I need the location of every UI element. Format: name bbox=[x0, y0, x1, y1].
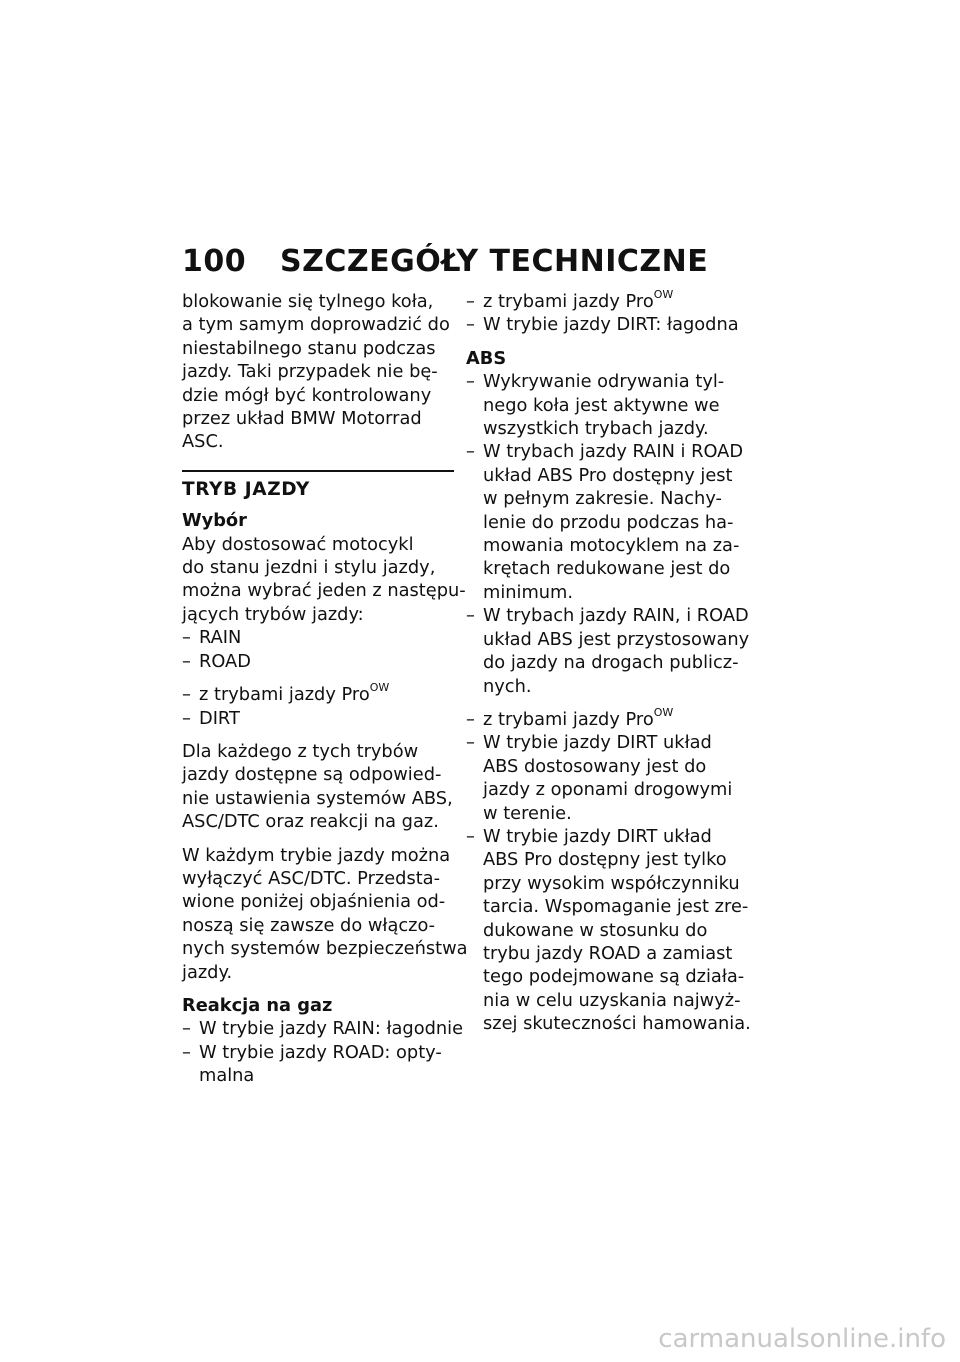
list-item-line: malna bbox=[199, 1065, 255, 1087]
list-item bbox=[182, 683, 454, 706]
list-item bbox=[466, 731, 740, 825]
left-column bbox=[182, 290, 468, 1098]
list-item-line: jazdy z oponami drogowymi bbox=[483, 779, 733, 801]
text-line: noszą się zawsze do włączo- bbox=[182, 914, 436, 936]
list-item-line: W trybie jazdy DIRT: łagodna bbox=[483, 314, 739, 336]
list-item-line: minimum. bbox=[483, 581, 574, 603]
dash-bullet: – bbox=[466, 732, 475, 754]
list-item-line: W trybie jazdy DIRT układ bbox=[483, 825, 712, 847]
list-item-line: mowania motocyklem na za- bbox=[483, 535, 740, 557]
list-item bbox=[466, 604, 750, 698]
list-item-line: układ ABS Pro dostępny jest bbox=[483, 464, 733, 486]
list-item-line: W trybie jazdy DIRT układ bbox=[483, 732, 712, 754]
text-line: przez układ BMW Motorrad bbox=[182, 408, 422, 430]
text-line: można wybrać jeden z następu- bbox=[182, 580, 466, 602]
text-line: jazdy. Taki przypadek nie bę- bbox=[182, 361, 438, 383]
list-item-line: DIRT bbox=[199, 707, 240, 729]
superscript: OW bbox=[653, 705, 674, 719]
dash-bullet: – bbox=[182, 1041, 191, 1063]
dash-bullet: – bbox=[182, 684, 191, 706]
list-item bbox=[466, 705, 740, 731]
list-item-line: krętach redukowane jest do bbox=[483, 558, 731, 580]
dash-bullet: – bbox=[466, 825, 475, 847]
dash-bullet: – bbox=[182, 707, 191, 729]
list-item-line: W trybie jazdy ROAD: opty- bbox=[199, 1041, 442, 1063]
text-line: ASC. bbox=[182, 431, 224, 453]
list-item-line: ABS dostosowany jest do bbox=[483, 755, 707, 777]
list-item bbox=[182, 626, 454, 649]
list-item bbox=[182, 1041, 454, 1088]
list-item-line: tarcia. Wspomaganie jest zre- bbox=[483, 896, 749, 918]
list-item-line: do jazdy na drogach publicz- bbox=[483, 652, 739, 674]
list-item bbox=[466, 370, 740, 440]
page-title: SZCZEGÓŁY TECHNICZNE bbox=[280, 244, 709, 279]
text-line: a tym samym doprowadzić do bbox=[182, 314, 450, 336]
list-item bbox=[466, 440, 744, 604]
asc-paragraph bbox=[182, 844, 468, 984]
list-item-line: lenie do przodu podczas ha- bbox=[483, 511, 734, 533]
list-item bbox=[466, 825, 751, 1036]
text-line: Aby dostosować motocykl bbox=[182, 533, 414, 555]
modes-paragraph bbox=[182, 740, 454, 834]
list-item-line: w pełnym zakresie. Nachy- bbox=[483, 488, 722, 510]
dash-bullet: – bbox=[466, 605, 475, 627]
text-line: jazdy. bbox=[182, 961, 233, 983]
dash-bullet: – bbox=[182, 627, 191, 649]
dash-bullet: – bbox=[182, 650, 191, 672]
abs-pro-list bbox=[466, 705, 751, 1036]
list-item-line: ROAD bbox=[199, 650, 251, 672]
list-item bbox=[466, 290, 740, 313]
text-line: ASC/DTC oraz reakcji na gaz. bbox=[182, 811, 439, 833]
wybor-heading: Wybór bbox=[182, 510, 247, 532]
reakcja-list bbox=[182, 1017, 464, 1087]
text-line: nie ustawienia systemów ABS, bbox=[182, 787, 453, 809]
list-item-line: trybu jazdy ROAD a zamiast bbox=[483, 942, 733, 964]
text-line: W każdym trybie jazdy można bbox=[182, 844, 451, 866]
list-item-line bbox=[483, 705, 740, 731]
dash-bullet: – bbox=[466, 314, 475, 336]
dash-bullet: – bbox=[466, 291, 475, 312]
list-item-line: nych. bbox=[483, 675, 532, 697]
dash-bullet: – bbox=[182, 1018, 191, 1040]
superscript: OW bbox=[653, 288, 674, 301]
section-title: TRYB JAZDY bbox=[182, 470, 454, 501]
text-line: jazdy dostępne są odpowied- bbox=[182, 764, 442, 786]
text-line: jących trybów jazdy: bbox=[182, 603, 364, 625]
reakcja-list-continued bbox=[466, 290, 740, 337]
superscript: OW bbox=[369, 681, 390, 695]
abs-list bbox=[466, 370, 750, 698]
list-item-line: W trybie jazdy RAIN: łagodnie bbox=[199, 1018, 464, 1040]
watermark: carmanualsonline.info bbox=[658, 1324, 946, 1354]
wybor-paragraph bbox=[182, 533, 466, 627]
intro-paragraph bbox=[182, 290, 454, 454]
text-line: blokowanie się tylnego koła, bbox=[182, 291, 434, 312]
list-item-line: w terenie. bbox=[483, 802, 572, 824]
text-line: niestabilnego stanu podczas bbox=[182, 337, 436, 359]
abs-heading: ABS bbox=[466, 347, 507, 369]
list-item bbox=[182, 707, 454, 730]
text-line: wyłączyć ASC/DTC. Przedsta- bbox=[182, 867, 440, 889]
list-item-text: z trybami jazdy Pro bbox=[483, 708, 654, 730]
right-column bbox=[466, 288, 751, 1046]
list-item-line: RAIN bbox=[199, 627, 242, 649]
text-line: do stanu jezdni i stylu jazdy, bbox=[182, 557, 436, 579]
list-item bbox=[182, 650, 454, 673]
dash-bullet: – bbox=[466, 371, 475, 393]
mode-list-b bbox=[182, 683, 454, 730]
list-item-line: układ ABS jest przystosowany bbox=[483, 628, 750, 650]
dash-bullet: – bbox=[466, 708, 475, 730]
text-line: wione poniżej objaśnienia od- bbox=[182, 891, 446, 913]
list-item-line bbox=[483, 290, 740, 313]
mode-list-a bbox=[182, 626, 454, 673]
list-item-line: ABS Pro dostępny jest tylko bbox=[483, 849, 727, 871]
list-item-text: z trybami jazdy Pro bbox=[483, 291, 654, 312]
list-item-line: przy wysokim współczynniku bbox=[483, 872, 740, 894]
list-item-line: W trybach jazdy RAIN, i ROAD bbox=[483, 605, 749, 627]
reakcja-heading: Reakcja na gaz bbox=[182, 994, 333, 1016]
list-item-line: W trybach jazdy RAIN i ROAD bbox=[483, 441, 744, 463]
list-item-line: wszystkich trybach jazdy. bbox=[483, 418, 709, 440]
list-item bbox=[182, 1017, 464, 1040]
list-item-line: Wykrywanie odrywania tyl- bbox=[483, 371, 725, 393]
dash-bullet: – bbox=[466, 441, 475, 463]
list-item-line: szej skuteczności hamowania. bbox=[483, 1013, 751, 1035]
list-item-line: nia w celu uzyskania najwyż- bbox=[483, 989, 741, 1011]
text-line: dzie mógł być kontrolowany bbox=[182, 384, 432, 406]
list-item-text: z trybami jazdy Pro bbox=[199, 684, 370, 706]
text-line: nych systemów bezpieczeństwa bbox=[182, 938, 468, 960]
list-item-line: nego koła jest aktywne we bbox=[483, 394, 720, 416]
page-header bbox=[182, 244, 742, 279]
list-item bbox=[466, 313, 740, 336]
list-item-line: dukowane w stosunku do bbox=[483, 919, 708, 941]
text-line: Dla każdego z tych trybów bbox=[182, 740, 419, 762]
list-item-line: tego podejmowane są działa- bbox=[483, 966, 745, 988]
page-number: 100 bbox=[182, 244, 247, 279]
list-item-line bbox=[199, 683, 454, 706]
